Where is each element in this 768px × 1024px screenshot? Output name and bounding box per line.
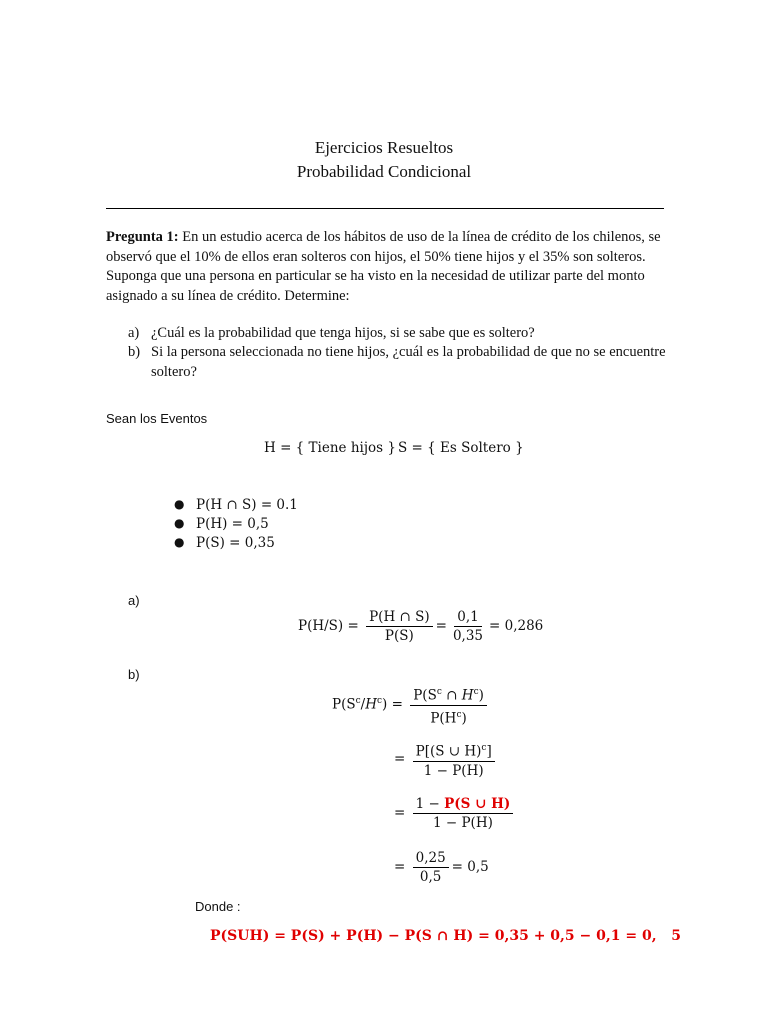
question-line-2: observó que el 10% de ellos eran solteros con hijos, el 50% tiene hijos y el 35% son solteros.	[106, 248, 646, 265]
bullet-icon: ●	[174, 535, 185, 549]
donde-formula: P(SUH) = P(S) + P(H) − P(S ∩ H) = 0,35 + 0,5 − 0,1 = 0, 5	[210, 928, 681, 944]
part-b-step-1: $P(S^c/H^c)$ = $\frac{P(S^c \cap H^c)}{P(H^c)}$	[332, 684, 490, 726]
item-text: Si la persona seleccionada no tiene hijos, ¿cuál es la probabilidad de que no se encuentre soltero?	[151, 344, 666, 380]
item-label: b)	[128, 344, 141, 360]
fraction: $\frac{1 - P(S \cup H)}{1 - P(H)}$	[413, 796, 514, 831]
bullet-icon: ●	[174, 516, 185, 530]
question-line-3: Suponga que una persona en particular se ha visto en la necesidad de utilizar parte del monto	[106, 268, 645, 284]
highlighted-term: P(S ∪ H)	[444, 796, 511, 812]
bullet-icon: ●	[174, 497, 185, 511]
part-b-step-4: = $\frac{0,25}{0,5}$ = 0,5	[394, 850, 489, 885]
question-line-4: asignado a su línea de crédito. Determine:	[106, 287, 350, 304]
event-s-definition: S = { Es Soltero }	[398, 440, 524, 456]
document-subtitle: Probabilidad Condicional	[296, 162, 472, 181]
part-a-equation: P(H/S) = $\frac{P(H \cap S)}{P(S)}$ = $\frac{0,1}{0,35}$ = 0,286	[298, 609, 544, 644]
part-a-label: a)	[128, 593, 140, 608]
item-label: a)	[128, 325, 140, 341]
events-intro: Sean los Eventos	[106, 411, 208, 426]
part-b-label: b)	[128, 667, 140, 682]
question-label: Pregunta 1:	[106, 229, 179, 245]
question-paragraph	[106, 228, 666, 306]
part-b-step-3: = $\frac{1 - P(S \cup H)}{1 - P(H)}$	[394, 796, 516, 831]
fraction: $\frac{P(H \cap S)}{P(S)}$	[366, 609, 433, 644]
document-title: Ejercicios Resueltos	[314, 138, 454, 157]
donde-label: Donde :	[195, 899, 241, 914]
question-line-1: Pregunta 1: En un estudio acerca de los hábitos de uso de la línea de crédito de los chilenos, se	[106, 229, 661, 245]
fraction: $\frac{0,1}{0,35}$	[452, 609, 484, 644]
event-h-definition: H = { Tiene hijos }	[264, 440, 396, 456]
fraction: $\frac{P[(S \cup H)^c]}{1 - P(H)}$	[413, 740, 495, 779]
fraction: $\frac{P(S^c \cap H^c)}{P(H^c)}$	[410, 684, 487, 726]
question-item-a	[128, 324, 668, 344]
question-item-b	[128, 343, 668, 383]
title-divider	[106, 208, 664, 209]
item-text: ¿Cuál es la probabilidad que tenga hijos, si se sabe que es soltero?	[151, 325, 535, 341]
fraction: $\frac{0,25}{0,5}$	[413, 850, 449, 885]
part-b-step-2: = $\frac{P[(S \cup H)^c]}{1 - P(H)}$	[394, 740, 498, 779]
